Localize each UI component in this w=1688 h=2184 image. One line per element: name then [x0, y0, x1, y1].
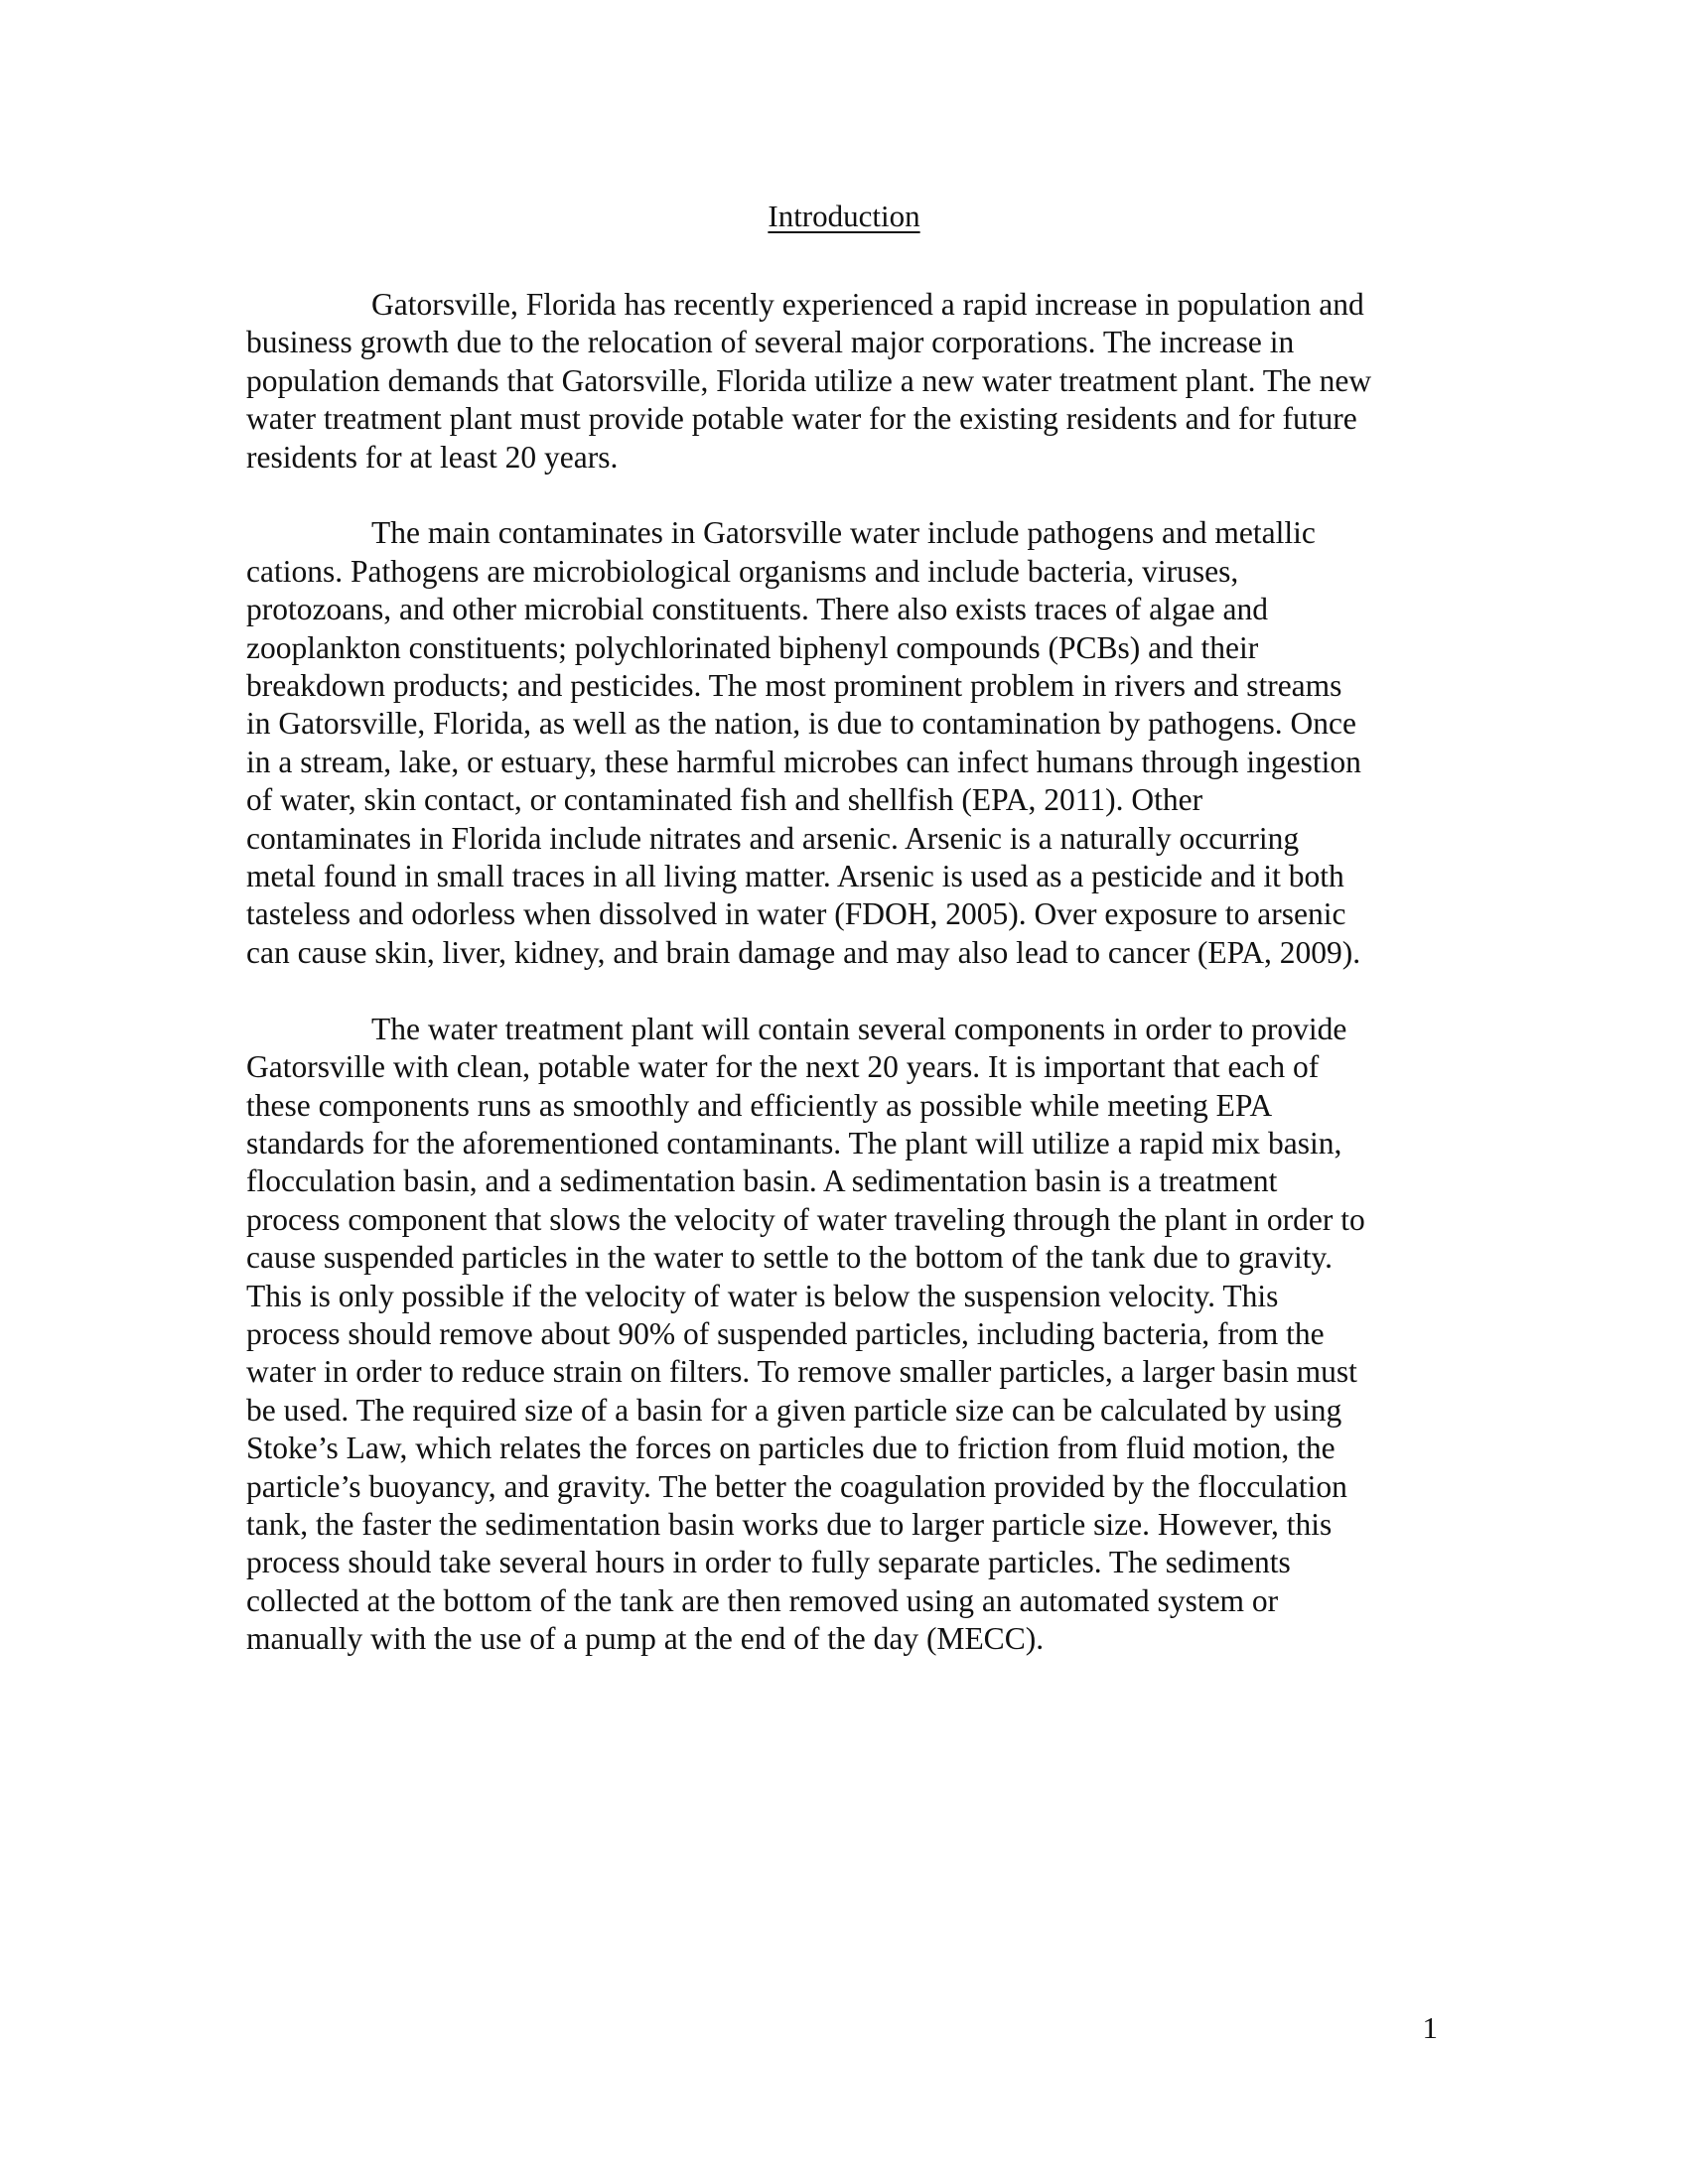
- document-body: [246, 286, 1434, 1697]
- paragraph-population-growth: Gatorsville, Florida has recently experienced a rapid increase in population and business growth due to the relocation of several major corporations. The increase in population demands that Gatorsville, Florida utilize a new water treatment plant. The new water treatment plant must provide potable water for the existing residents and for future residents for at least 20 years.: [246, 287, 1372, 475]
- section-title: Introduction: [768, 199, 920, 233]
- page-number: 1: [1422, 2010, 1438, 2045]
- paragraph-treatment-plant: The water treatment plant will contain several components in order to provide Gatorsville with clean, potable water for the next 20 years. It is important that each of these components runs as smoothly and efficiently as possible while meeting EPA standards for the aforementioned contaminants. The plant will utilize a rapid mix basin, flocculation basin, and a sedimentation basin. A sedimentation basin is a treatment process component that slows the velocity of water traveling through the plant in order to cause suspended particles in the water to settle to the bottom of the tank due to gravity. This is only possible if the velocity of water is below the suspension velocity. This process should remove about 90% of suspended particles, including bacteria, from the water in order to reduce strain on filters. To remove smaller particles, a larger basin must be used. The required size of a basin for a given particle size can be calculated by using Stoke’s Law, which relates the forces on particles due to friction from fluid motion, the particle’s buoyancy, and gravity. The better the coagulation provided by the flocculation tank, the faster the sedimentation basin works due to larger particle size. However, this process should take several hours in order to fully separate particles. The sediments collected at the bottom of the tank are then removed using an automated system or manually with the use of a pump at the end of the day (MECC).: [246, 1011, 1365, 1657]
- paragraph-contaminants: The main contaminates in Gatorsville water include pathogens and metallic cations. Pathogens are microbiological organisms and include bacteria, viruses, protozoans, and other microbial constituents. There also exists traces of algae and zooplankton constituents; polychlorinated biphenyl compounds (PCBs) and their breakdown products; and pesticides. The most prominent problem in rivers and streams in Gatorsville, Florida, as well as the nation, is due to contamination by pathogens. Once in a stream, lake, or estuary, these harmful microbes can infect humans through ingestion of water, skin contact, or contaminated fish and shellfish (EPA, 2011). Other contaminates in Florida include nitrates and arsenic. Arsenic is a naturally occurring metal found in small traces in all living matter. Arsenic is used as a pesticide and it both tasteless and odorless when dissolved in water (FDOH, 2005). Over exposure to arsenic can cause skin, liver, kidney, and brain damage and may also lead to cancer (EPA, 2009).: [246, 515, 1361, 970]
